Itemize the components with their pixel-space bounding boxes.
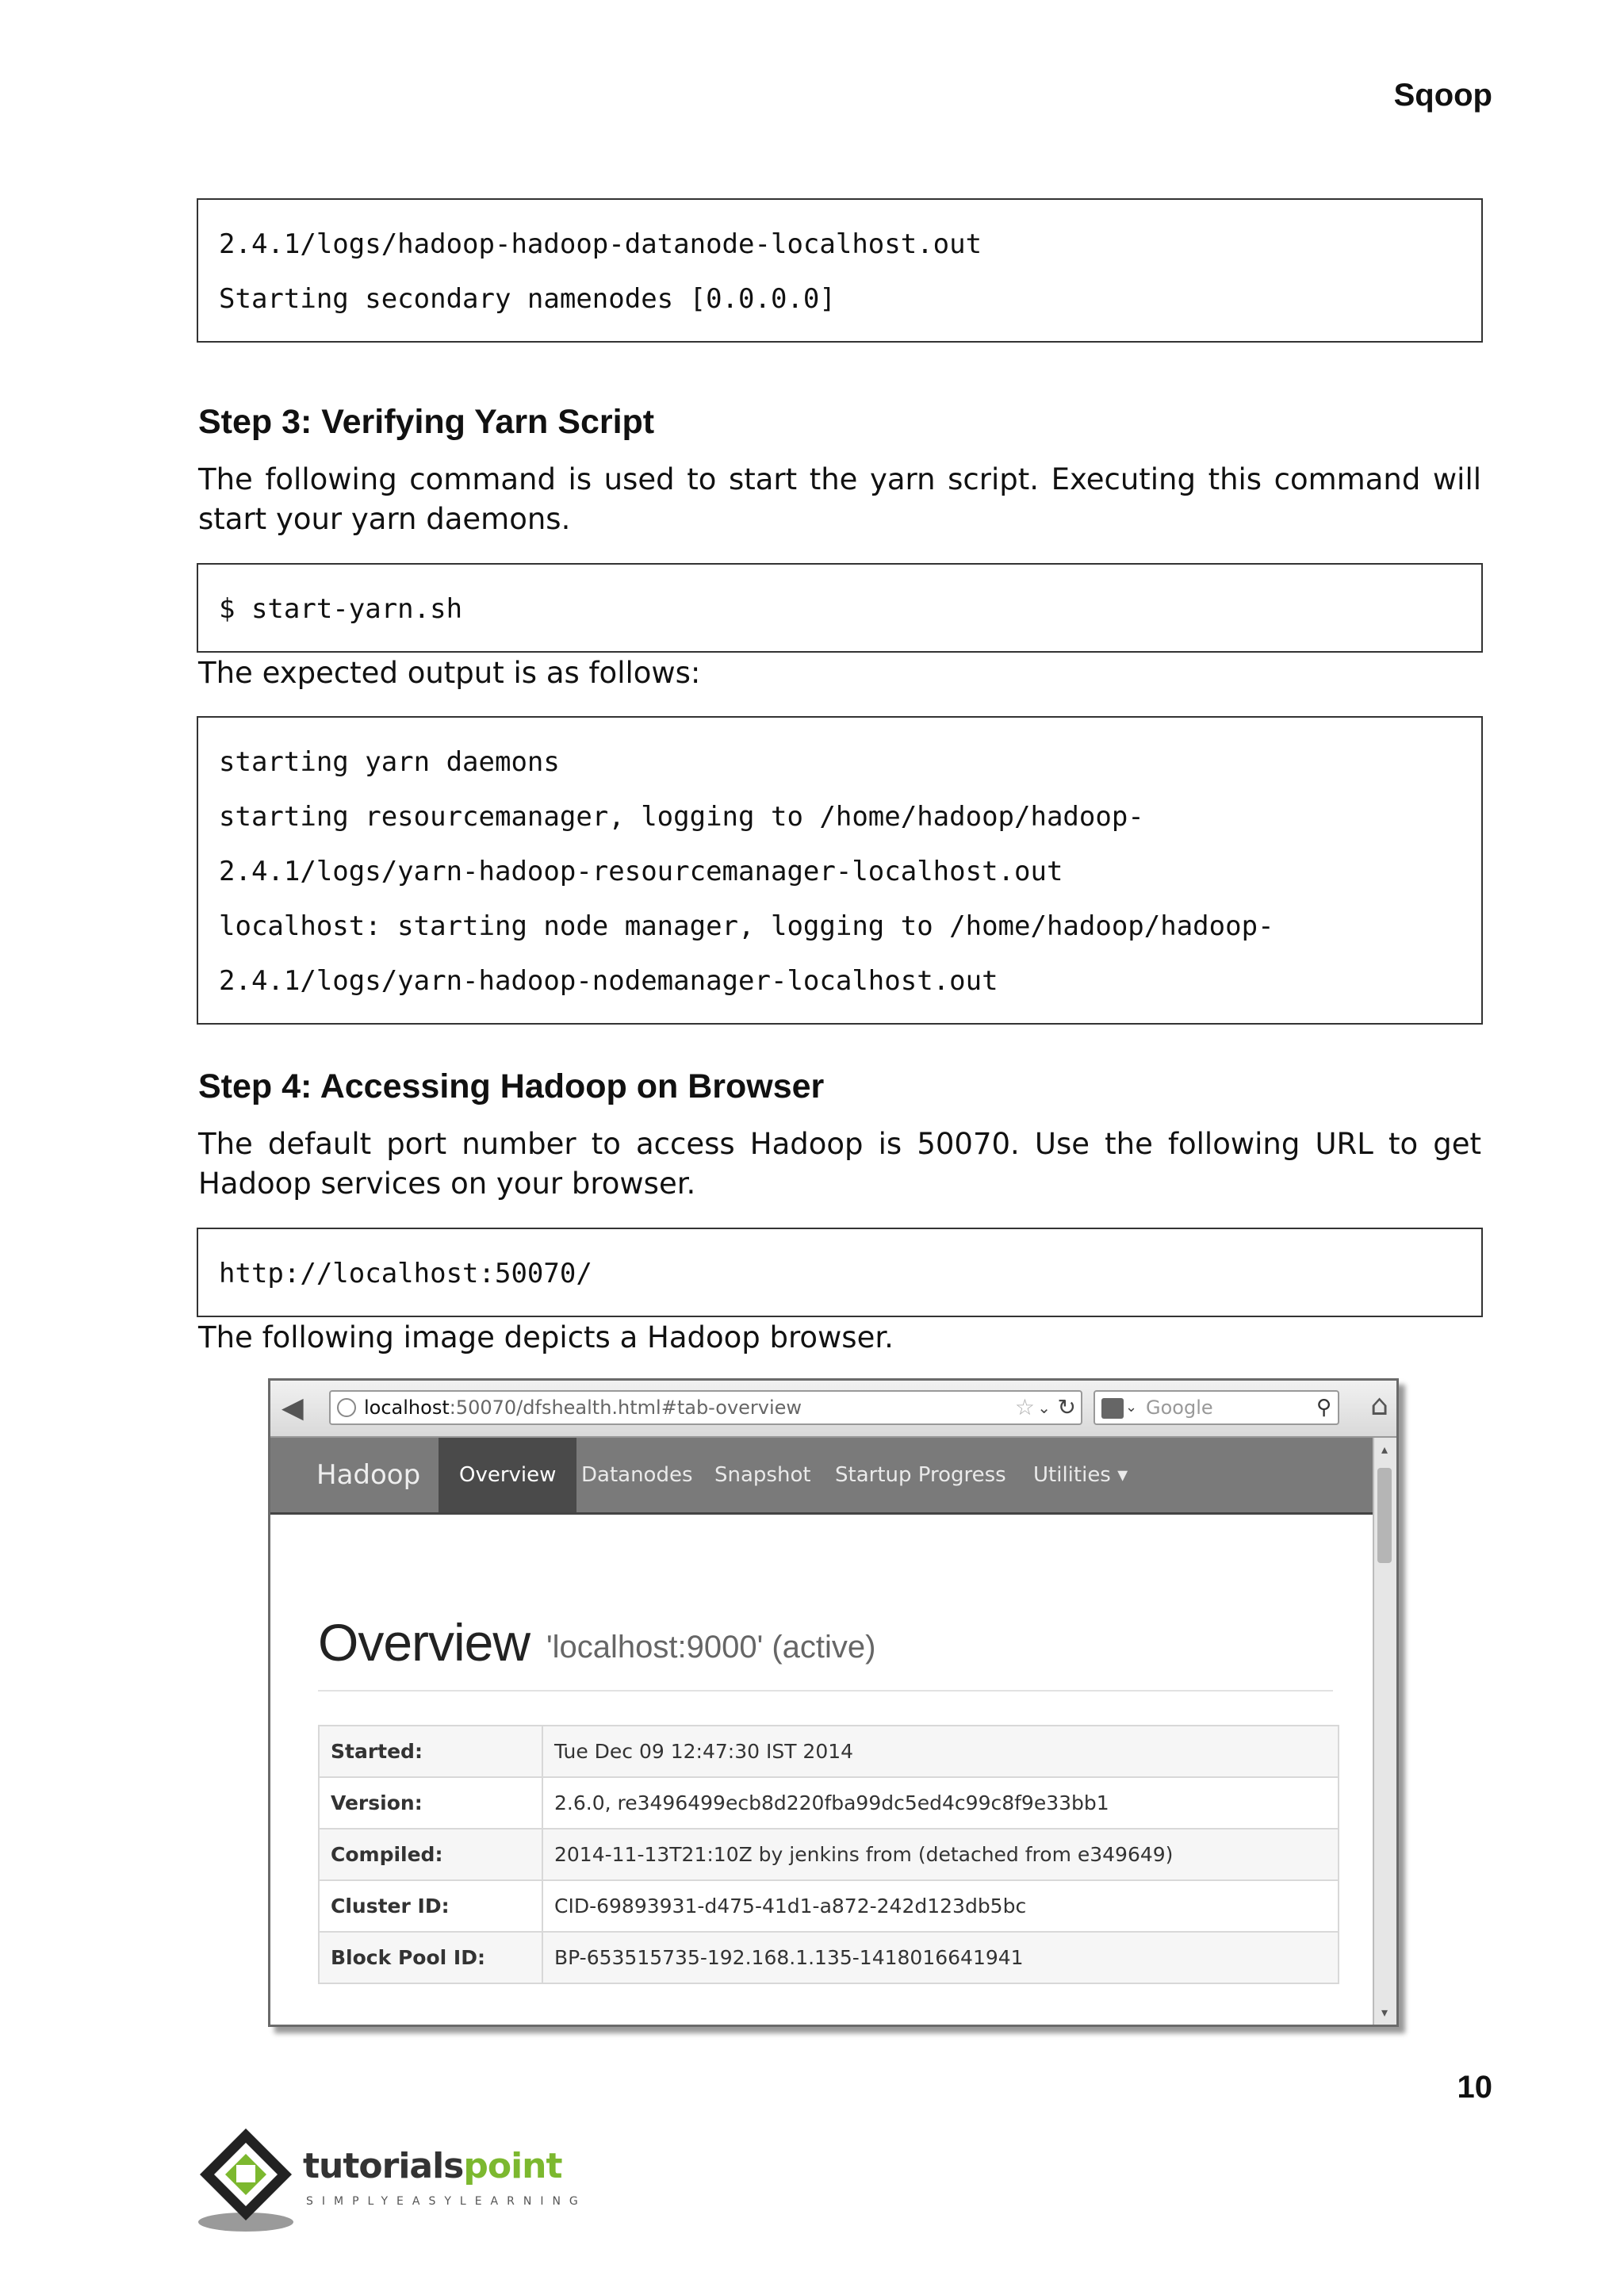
code-line: $ start-yarn.sh bbox=[219, 593, 463, 625]
hadoop-brand[interactable]: Hadoop bbox=[316, 1459, 421, 1491]
url-text bbox=[364, 1392, 802, 1423]
code-line: Starting secondary namenodes [0.0.0.0] bbox=[219, 283, 836, 315]
logo-text-b: point bbox=[463, 2146, 562, 2186]
divider bbox=[318, 1690, 1333, 1692]
code-block-start-yarn bbox=[197, 563, 1483, 653]
code-line: 2.4.1/logs/hadoop-hadoop-datanode-localhost.out bbox=[219, 228, 982, 260]
page-number: 10 bbox=[1457, 2070, 1492, 2105]
code-block-url bbox=[197, 1228, 1483, 1317]
vertical-scrollbar[interactable] bbox=[1373, 1438, 1396, 2025]
logo-tagline: SIMPLYEASYLEARNING bbox=[306, 2195, 587, 2208]
row-key: Block Pool ID: bbox=[319, 1932, 542, 1983]
nav-overview[interactable]: Overview bbox=[439, 1438, 576, 1512]
hadoop-browser-screenshot bbox=[268, 1378, 1399, 2027]
step3-heading: Step 3: Verifying Yarn Script bbox=[198, 403, 655, 441]
search-bar[interactable] bbox=[1094, 1390, 1339, 1425]
table-row bbox=[319, 1932, 1339, 1983]
step4-image-intro: The following image depicts a Hadoop browser. bbox=[198, 1320, 894, 1354]
table-row bbox=[319, 1880, 1339, 1932]
row-key: Cluster ID: bbox=[319, 1880, 542, 1932]
row-key: Started: bbox=[319, 1726, 542, 1777]
back-arrow-icon[interactable]: ◀ bbox=[282, 1392, 304, 1424]
step3-output-intro: The expected output is as follows: bbox=[198, 656, 701, 690]
code-line: http://localhost:50070/ bbox=[219, 1258, 592, 1289]
hadoop-navbar bbox=[270, 1438, 1377, 1515]
tutorialspoint-logo bbox=[195, 2125, 587, 2244]
step4-paragraph: The default port number to access Hadoop is 50070. Use the following URL to get Hadoop services on your browser. bbox=[198, 1127, 1481, 1201]
running-header: Sqoop bbox=[1393, 78, 1492, 113]
nav-snapshot[interactable]: Snapshot bbox=[714, 1463, 811, 1487]
code-block-yarn-output bbox=[197, 716, 1483, 1025]
chevron-down-icon[interactable]: ⌄ bbox=[1037, 1398, 1051, 1417]
row-value: 2014-11-13T21:10Z by jenkins from (detached from e349649) bbox=[542, 1829, 1339, 1880]
code-line: 2.4.1/logs/yarn-hadoop-nodemanager-localhost.out bbox=[219, 965, 998, 997]
code-line: starting yarn daemons bbox=[219, 746, 560, 778]
table-row bbox=[319, 1726, 1339, 1777]
nav-startup-progress[interactable]: Startup Progress bbox=[835, 1463, 1006, 1487]
logo-text-a: tutorials bbox=[303, 2146, 464, 2186]
table-row bbox=[319, 1829, 1339, 1880]
step3-paragraph: The following command is used to start the yarn script. Executing this command will start your yarn daemons. bbox=[198, 462, 1481, 536]
binoculars-icon[interactable]: ⚲ bbox=[1316, 1396, 1331, 1420]
row-value: BP-653515735-192.168.1.135-1418016641941 bbox=[542, 1932, 1339, 1983]
search-engine-icon[interactable] bbox=[1101, 1398, 1124, 1419]
nav-utilities[interactable]: Utilities ▾ bbox=[1033, 1463, 1128, 1487]
overview-subtitle: 'localhost:9000' (active) bbox=[546, 1630, 876, 1665]
logo-wordmark bbox=[303, 2146, 562, 2186]
home-icon[interactable]: ⌂ bbox=[1370, 1389, 1388, 1422]
row-key: Compiled: bbox=[319, 1829, 542, 1880]
scroll-thumb[interactable] bbox=[1377, 1468, 1392, 1563]
code-line: 2.4.1/logs/yarn-hadoop-resourcemanager-localhost.out bbox=[219, 856, 1063, 887]
chevron-down-icon[interactable]: ⌄ bbox=[1125, 1399, 1138, 1416]
nav-datanodes[interactable]: Datanodes bbox=[581, 1463, 693, 1487]
scroll-down-icon[interactable]: ▾ bbox=[1381, 2005, 1388, 2020]
overview-title: Overview bbox=[318, 1613, 530, 1672]
row-value: CID-69893931-d475-41d1-a872-242d123db5bc bbox=[542, 1880, 1339, 1932]
step4-heading: Step 4: Accessing Hadoop on Browser bbox=[198, 1067, 825, 1105]
code-block-hdfs-output bbox=[197, 198, 1483, 343]
tutorialspoint-logo-icon bbox=[195, 2125, 298, 2236]
row-value: Tue Dec 09 12:47:30 IST 2014 bbox=[542, 1726, 1339, 1777]
row-key: Version: bbox=[319, 1777, 542, 1829]
url-bar[interactable] bbox=[329, 1390, 1082, 1425]
reload-icon[interactable]: ↻ bbox=[1057, 1394, 1076, 1420]
scroll-up-icon[interactable]: ▴ bbox=[1381, 1442, 1388, 1457]
row-value: 2.6.0, re3496499ecb8d220fba99dc5ed4c99c8f9e33bb1 bbox=[542, 1777, 1339, 1829]
browser-toolbar bbox=[270, 1381, 1396, 1438]
url-path: :50070/dfshealth.html#tab-overview bbox=[449, 1397, 802, 1419]
code-line: starting resourcemanager, logging to /home/hadoop/hadoop- bbox=[219, 801, 1144, 833]
search-placeholder: Google bbox=[1146, 1397, 1213, 1419]
overview-info-table bbox=[318, 1725, 1339, 1984]
table-row bbox=[319, 1777, 1339, 1829]
url-host: localhost bbox=[364, 1397, 450, 1419]
globe-icon bbox=[337, 1398, 356, 1417]
bookmark-star-icon[interactable]: ☆ bbox=[1014, 1394, 1035, 1420]
code-line: localhost: starting node manager, logging to /home/hadoop/hadoop- bbox=[219, 910, 1274, 942]
